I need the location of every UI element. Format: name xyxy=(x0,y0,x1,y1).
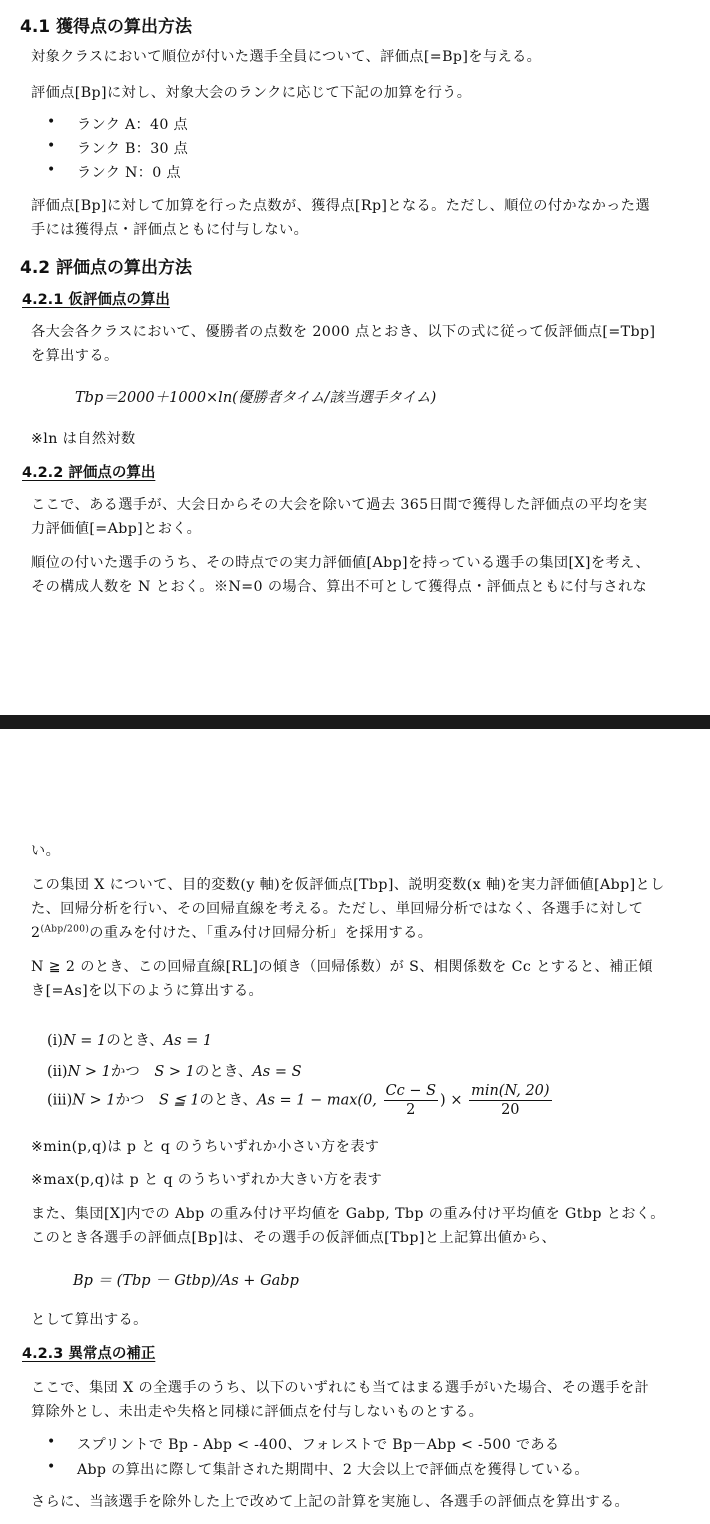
paragraph: 評価点[Bp]に対し、対象大会のランクに応じて下記の加算を行う。 xyxy=(31,85,472,101)
document-page-2 xyxy=(0,729,710,1524)
paragraph: 各大会各クラスにおいて、優勝者の点数を 2000 点とおき、以下の式に従って仮評価点[=Tbp] xyxy=(31,324,656,340)
paragraph: 算除外とし、未出走や失格と同様に評価点を付与しないものとする。 xyxy=(31,1404,484,1420)
list-item: Abp の算出に際して集計された期間中、2 大会以上で評価点を獲得している。 xyxy=(77,1462,589,1478)
case-3: (iii)N > 1かつ S ≦ 1のとき、As = 1 − max(0, $\frac{Cc - S}{2}$ ) × $\frac{\min(N, 20)}{20}$ xyxy=(47,1083,550,1118)
paragraph: 評価点[Bp]に対して加算を行った点数が、獲得点[Rp]となる。ただし、順位の付かなかった選 xyxy=(31,198,650,214)
subsection-heading-4-2-1: 4.2.1 仮評価点の算出 xyxy=(22,292,170,308)
paragraph: い。 xyxy=(31,843,61,859)
paragraph: き[=As]を以下のように算出する。 xyxy=(31,983,264,999)
paragraph: ここで、集団 X の全選手のうち、以下のいずれにも当てはまる選手がいた場合、その選手を計 xyxy=(31,1380,650,1396)
bullet: • xyxy=(47,1459,56,1475)
paragraph: た、回帰分析を行い、その回帰直線を考える。ただし、単回帰分析ではなく、各選手に対して xyxy=(31,901,644,917)
page-separator xyxy=(0,715,710,729)
section-heading-4-2: 4.2 評価点の算出方法 xyxy=(20,258,193,278)
paragraph: を算出する。 xyxy=(31,348,119,364)
note: ※max(p,q)は p と q のうちいずれか大きい方を表す xyxy=(31,1172,383,1188)
weight-exponent: (Abp/200) xyxy=(40,924,90,935)
bullet: • xyxy=(47,138,56,154)
paragraph: 順位の付いた選手のうち、その時点での実力評価値[Abp]を持っている選手の集団[X]を考え、 xyxy=(31,555,651,571)
list-item: ランク N：0 点 xyxy=(77,165,181,181)
bullet: • xyxy=(47,1434,56,1450)
subsection-heading-4-2-3: 4.2.3 異常点の補正 xyxy=(22,1346,156,1362)
weight-base: 2 xyxy=(31,925,41,941)
paragraph: 対象クラスにおいて順位が付いた選手全員について、評価点[=Bp]を与える。 xyxy=(31,49,542,65)
case-1: (i)N = 1のとき、As = 1 xyxy=(47,1033,213,1049)
paragraph: ここで、ある選手が、大会日からその大会を除いて過去 365日間で獲得した評価点の平均を実 xyxy=(31,497,648,513)
subsection-heading-4-2-2: 4.2.2 評価点の算出 xyxy=(22,465,156,481)
paragraph: このとき各選手の評価点[Bp]は、その選手の仮評価点[Tbp]と上記算出値から、 xyxy=(31,1230,557,1246)
list-item: ランク A：40 点 xyxy=(77,117,188,133)
fraction-cc-s: $\frac{Cc - S}{2}$ xyxy=(385,1083,437,1118)
case-2: (ii)N > 1かつ S > 1のとき、As = S xyxy=(47,1064,302,1080)
bullet: • xyxy=(47,162,56,178)
formula-tbp: Tbp＝2000＋1000×ln(優勝者タイム/該当選手タイム) xyxy=(75,390,437,406)
paragraph: また、集団[X]内での Abp の重み付け平均値を Gabp, Tbp の重み付け平均値を Gtbp とおく。 xyxy=(31,1206,665,1222)
section-heading-4-1: 4.1 獲得点の算出方法 xyxy=(20,17,193,37)
formula-bp: Bp ＝ (Tbp － Gtbp)/As + Gabp xyxy=(73,1273,299,1289)
paragraph: N ≧ 2 のとき、この回帰直線[RL]の傾き（回帰係数）が S、相関係数を Cc とすると、補正傾 xyxy=(31,959,653,975)
paragraph: この集団 X について、目的変数(y 軸)を仮評価点[Tbp]、説明変数(x 軸)を実力評価値[Abp]とし xyxy=(31,877,665,893)
paragraph: 手には獲得点・評価点ともに付与しない。 xyxy=(31,222,309,238)
paragraph xyxy=(31,922,432,942)
document-page-1 xyxy=(0,0,710,715)
bullet: • xyxy=(47,114,56,130)
note: ※ln は自然対数 xyxy=(31,431,136,447)
list-item: スプリントで Bp - Abp < -400、フォレストで Bp－Abp < -500 である xyxy=(77,1437,560,1453)
paragraph: 力評価値[=Abp]とおく。 xyxy=(31,521,202,537)
paragraph: その構成人数を N とおく。※N=0 の場合、算出不可として獲得点・評価点ともに付与されな xyxy=(31,579,648,595)
paragraph: として算出する。 xyxy=(31,1312,148,1328)
fraction-min-n: $\frac{\min(N, 20)}{20}$ xyxy=(471,1083,550,1118)
weight-text: の重みを付けた、「重み付け回帰分析」を採用する。 xyxy=(89,925,433,941)
list-item: ランク B：30 点 xyxy=(77,141,189,157)
note: ※min(p,q)は p と q のうちいずれか小さい方を表す xyxy=(31,1139,380,1155)
paragraph: さらに、当該選手を除外した上で改めて上記の計算を実施し、各選手の評価点を算出する。 xyxy=(31,1494,630,1510)
